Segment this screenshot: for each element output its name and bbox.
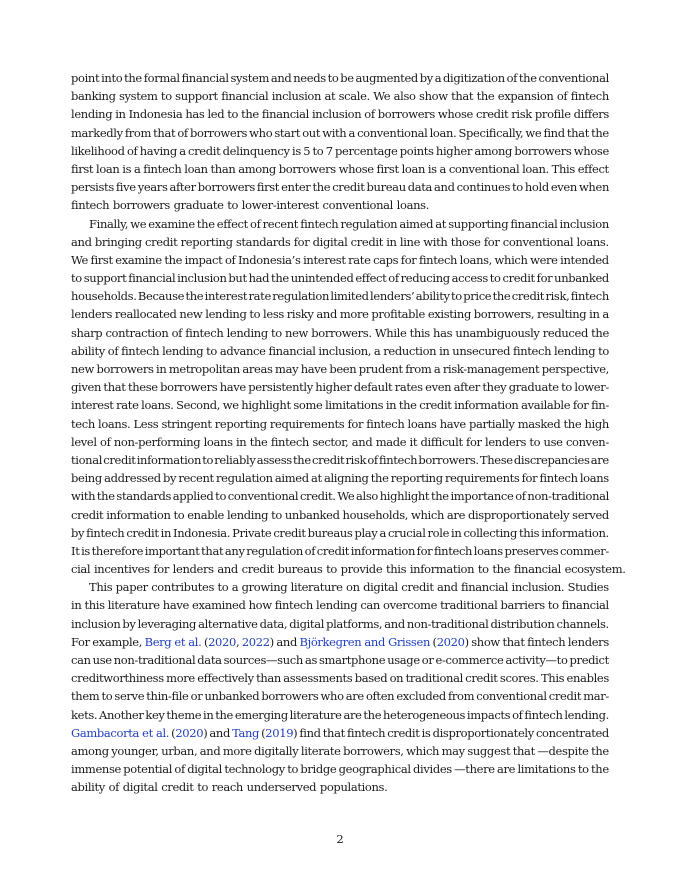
citation-link[interactable]: 2019: [265, 725, 294, 740]
paragraph: [71, 215, 626, 579]
text-line: We first examine the impact of Indonesia’s interest rate caps for fintech loans, which were intended: [71, 252, 609, 267]
text-line: ability of fintech lending to advance financial inclusion, a reduction in unsecured fintech lending to: [71, 343, 609, 358]
text-line: to support financial inclusion but had the unintended effect of reducing access to credit for unbanked: [71, 271, 609, 286]
text-line: This paper contributes to a growing literature on digital credit and financial inclusion. Studies: [89, 580, 609, 595]
paragraph: [71, 69, 609, 215]
citation-link[interactable]: Björkegren and Grissen: [299, 634, 430, 649]
text-line: being addressed by recent regulation aimed at aligning the reporting requirements for fintech loans: [71, 471, 609, 486]
text-line: with the standards applied to conventional credit. We also highlight the importance of non-traditional: [71, 489, 609, 504]
text-line: Gambacorta et al. (2020) and Tang (2019) find that fintech credit is disproportionately concentrated: [71, 725, 609, 740]
text-line: It is therefore important that any regulation of credit information for fintech loans preserves commer-: [71, 543, 609, 558]
text-line: and bringing credit reporting standards for digital credit in line with those for conventional loans.: [71, 234, 609, 249]
citation-link[interactable]: 2020: [436, 634, 465, 649]
text-line: lenders reallocated new lending to less risky and more profitable existing borrowers, resulting in a: [71, 307, 609, 322]
text-line: tional credit information to reliably assess the credit risk of fintech borrowers. These discrepancies are: [71, 452, 609, 467]
text-line: first loan is a fintech loan than among borrowers whose first loan is a conventional loan. This effect: [71, 161, 609, 176]
text-line: banking system to support financial inclusion at scale. We also show that the expansion of fintech: [71, 89, 609, 104]
text-line: them to serve thin-file or unbanked borrowers who are often excluded from conventional credit mar-: [71, 689, 609, 704]
citation-link[interactable]: Tang: [232, 725, 260, 740]
text-line: by fintech credit in Indonesia. Private credit bureaus play a crucial role in collecting this information.: [71, 525, 609, 540]
citation-link[interactable]: 2020: [175, 725, 204, 740]
text-line: inclusion by leveraging alternative data, digital platforms, and non-traditional distribution channels.: [71, 616, 609, 631]
text-line: kets. Another key theme in the emerging literature are the heterogeneous impacts of fintech lending.: [71, 707, 609, 722]
paragraph: [71, 578, 609, 796]
text-line: in this literature have examined how fintech lending can overcome traditional barriers to financial: [71, 598, 609, 613]
text-line: interest rate loans. Second, we highlight some limitations in the credit information available for fin-: [71, 398, 609, 413]
citation-link[interactable]: Gambacorta et al.: [71, 725, 170, 740]
text-line: For example, Berg et al. (2020, 2022) and Björkegren and Grissen (2020) show that fintech lenders: [71, 634, 609, 649]
body-text: [71, 69, 626, 797]
text-line: immense potential of digital technology to bridge geographical divides —there are limitations to the: [71, 762, 609, 777]
text-line: point into the formal financial system and needs to be augmented by a digitization of the conventional: [71, 71, 609, 85]
text-line: households. Because the interest rate regulation limited lenders’ ability to price the credit risk, fintech: [71, 289, 609, 304]
text-line: markedly from that of borrowers who start out with a conventional loan. Specifically, we find that the: [71, 125, 609, 140]
text-line: credit information to enable lending to unbanked households, which are disproportionately served: [71, 507, 609, 522]
citation-link[interactable]: 2020: [208, 634, 236, 649]
text-line: Finally, we examine the effect of recent fintech regulation aimed at supporting financial inclusion: [89, 216, 609, 231]
text-line: can use non-traditional data sources—such as smartphone usage or e-commerce activity—to predict: [71, 653, 609, 667]
text-line: ability of digital credit to reach underserved populations.: [71, 780, 388, 795]
text-line: new borrowers in metropolitan areas may have been prudent from a risk-management perspective,: [71, 362, 609, 376]
citation-link[interactable]: Berg et al.: [144, 634, 202, 649]
text-line: fintech borrowers graduate to lower-interest conventional loans.: [71, 198, 429, 213]
page-number: 2: [336, 832, 344, 846]
text-line: tech loans. Less stringent reporting requirements for fintech loans have partially masked the high: [71, 416, 609, 431]
text-line: likelihood of having a credit delinquency is 5 to 7 percentage points higher among borrowers whose: [71, 143, 609, 158]
text-line: creditworthiness more effectively than assessments based on traditional credit scores. This enables: [71, 671, 609, 686]
citation-link[interactable]: 2022: [241, 634, 270, 649]
text-line: persists five years after borrowers first enter the credit bureau data and continues to hold even when: [71, 180, 609, 195]
text-line: sharp contraction of fintech lending to new borrowers. While this has unambiguously reduced the: [71, 325, 609, 340]
text-line: level of non-performing loans in the fintech sector, and made it difficult for lenders to use conven-: [71, 434, 609, 449]
text-line: lending in Indonesia has led to the financial inclusion of borrowers whose credit risk profile differs: [71, 107, 609, 122]
text-line: among younger, urban, and more digitally literate borrowers, which may suggest that —despite the: [71, 743, 609, 758]
text-line: cial incentives for lenders and credit bureaus to provide this information to the financial ecosystem.: [71, 562, 626, 577]
text-line: given that these borrowers have persistently higher default rates even after they graduate to lower-: [71, 380, 609, 395]
